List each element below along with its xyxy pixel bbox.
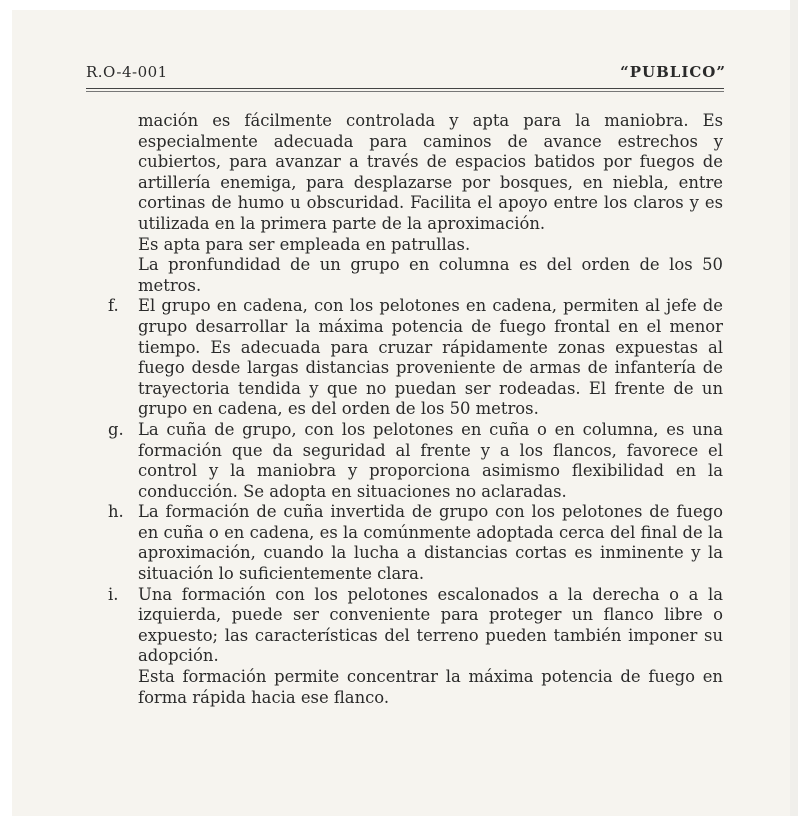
item-letter: g. <box>108 419 124 439</box>
item-letter: h. <box>108 502 124 522</box>
list-item-h <box>108 502 723 584</box>
item-text: Una formación con los pelotones escalonados a la derecha o a la izquierda, puede ser conveniente para proteger un flanco libre o expuesto; las características del terreno pueden también imponer su adopción. <box>138 584 723 666</box>
paragraph-patrols: Es apta para ser empleada en patrullas. <box>138 234 471 254</box>
header-rule-secondary <box>86 91 724 92</box>
item-text: La formación de cuña invertida de grupo con los pelotones de fuego en cuña o en cadena, es la comúnmente adoptada cerca del final de la aproximación, cuando la lucha a distancias cortas es inminente y la situación lo suficientemente clara. <box>138 502 723 584</box>
document-body <box>108 111 723 708</box>
item-letter: i. <box>108 584 119 604</box>
list-item-i <box>108 585 723 667</box>
item-text: El grupo en cadena, con los pelotones en cadena, permiten al jefe de grupo desarrollar la máxima potencia de fuego frontal en el menor tiempo. Es adecuada para cruzar rápidamente zonas expuestas al fuego desde largas distancias proveniente de armas de infantería de trayectoria tendida y que no puedan ser rodeadas. El frente de un grupo en cadena, es del orden de los 50 metros. <box>138 296 723 419</box>
list-item-g <box>108 420 723 502</box>
page-edge <box>790 0 798 816</box>
classification-label: “PUBLICO” <box>620 63 726 81</box>
page-header <box>86 63 726 87</box>
item-letter: f. <box>108 296 119 316</box>
item-text: La cuña de grupo, con los pelotones en cuña o en columna, es una formación que da seguridad al frente y a los flancos, favorece el control y la maniobra y proporciona asimismo flexibilidad en la conducción. Se adopta en situaciones no aclaradas. <box>138 419 723 501</box>
paragraph-depth: La pronfundidad de un grupo en columna es del orden de los 50 metros. <box>138 255 723 295</box>
document-code: R.O-4-001 <box>86 63 168 81</box>
paragraph-continuation: mación es fácilmente controlada y apta para la maniobra. Es especialmente adecuada para caminos de avance estrechos y cubiertos, para avanzar a través de espacios batidos por fuegos de artillería enemiga, para desplazarse por bosques, en niebla, entre cortinas de humo u obscuridad. Facilita el apoyo entre los claros y es utilizada en la primera parte de la aproximación. <box>138 111 723 233</box>
header-rule <box>86 88 724 89</box>
list-item-f <box>108 296 723 420</box>
paragraph-flank: Esta formación permite concentrar la máxima potencia de fuego en forma rápida hacia ese flanco. <box>138 667 723 707</box>
